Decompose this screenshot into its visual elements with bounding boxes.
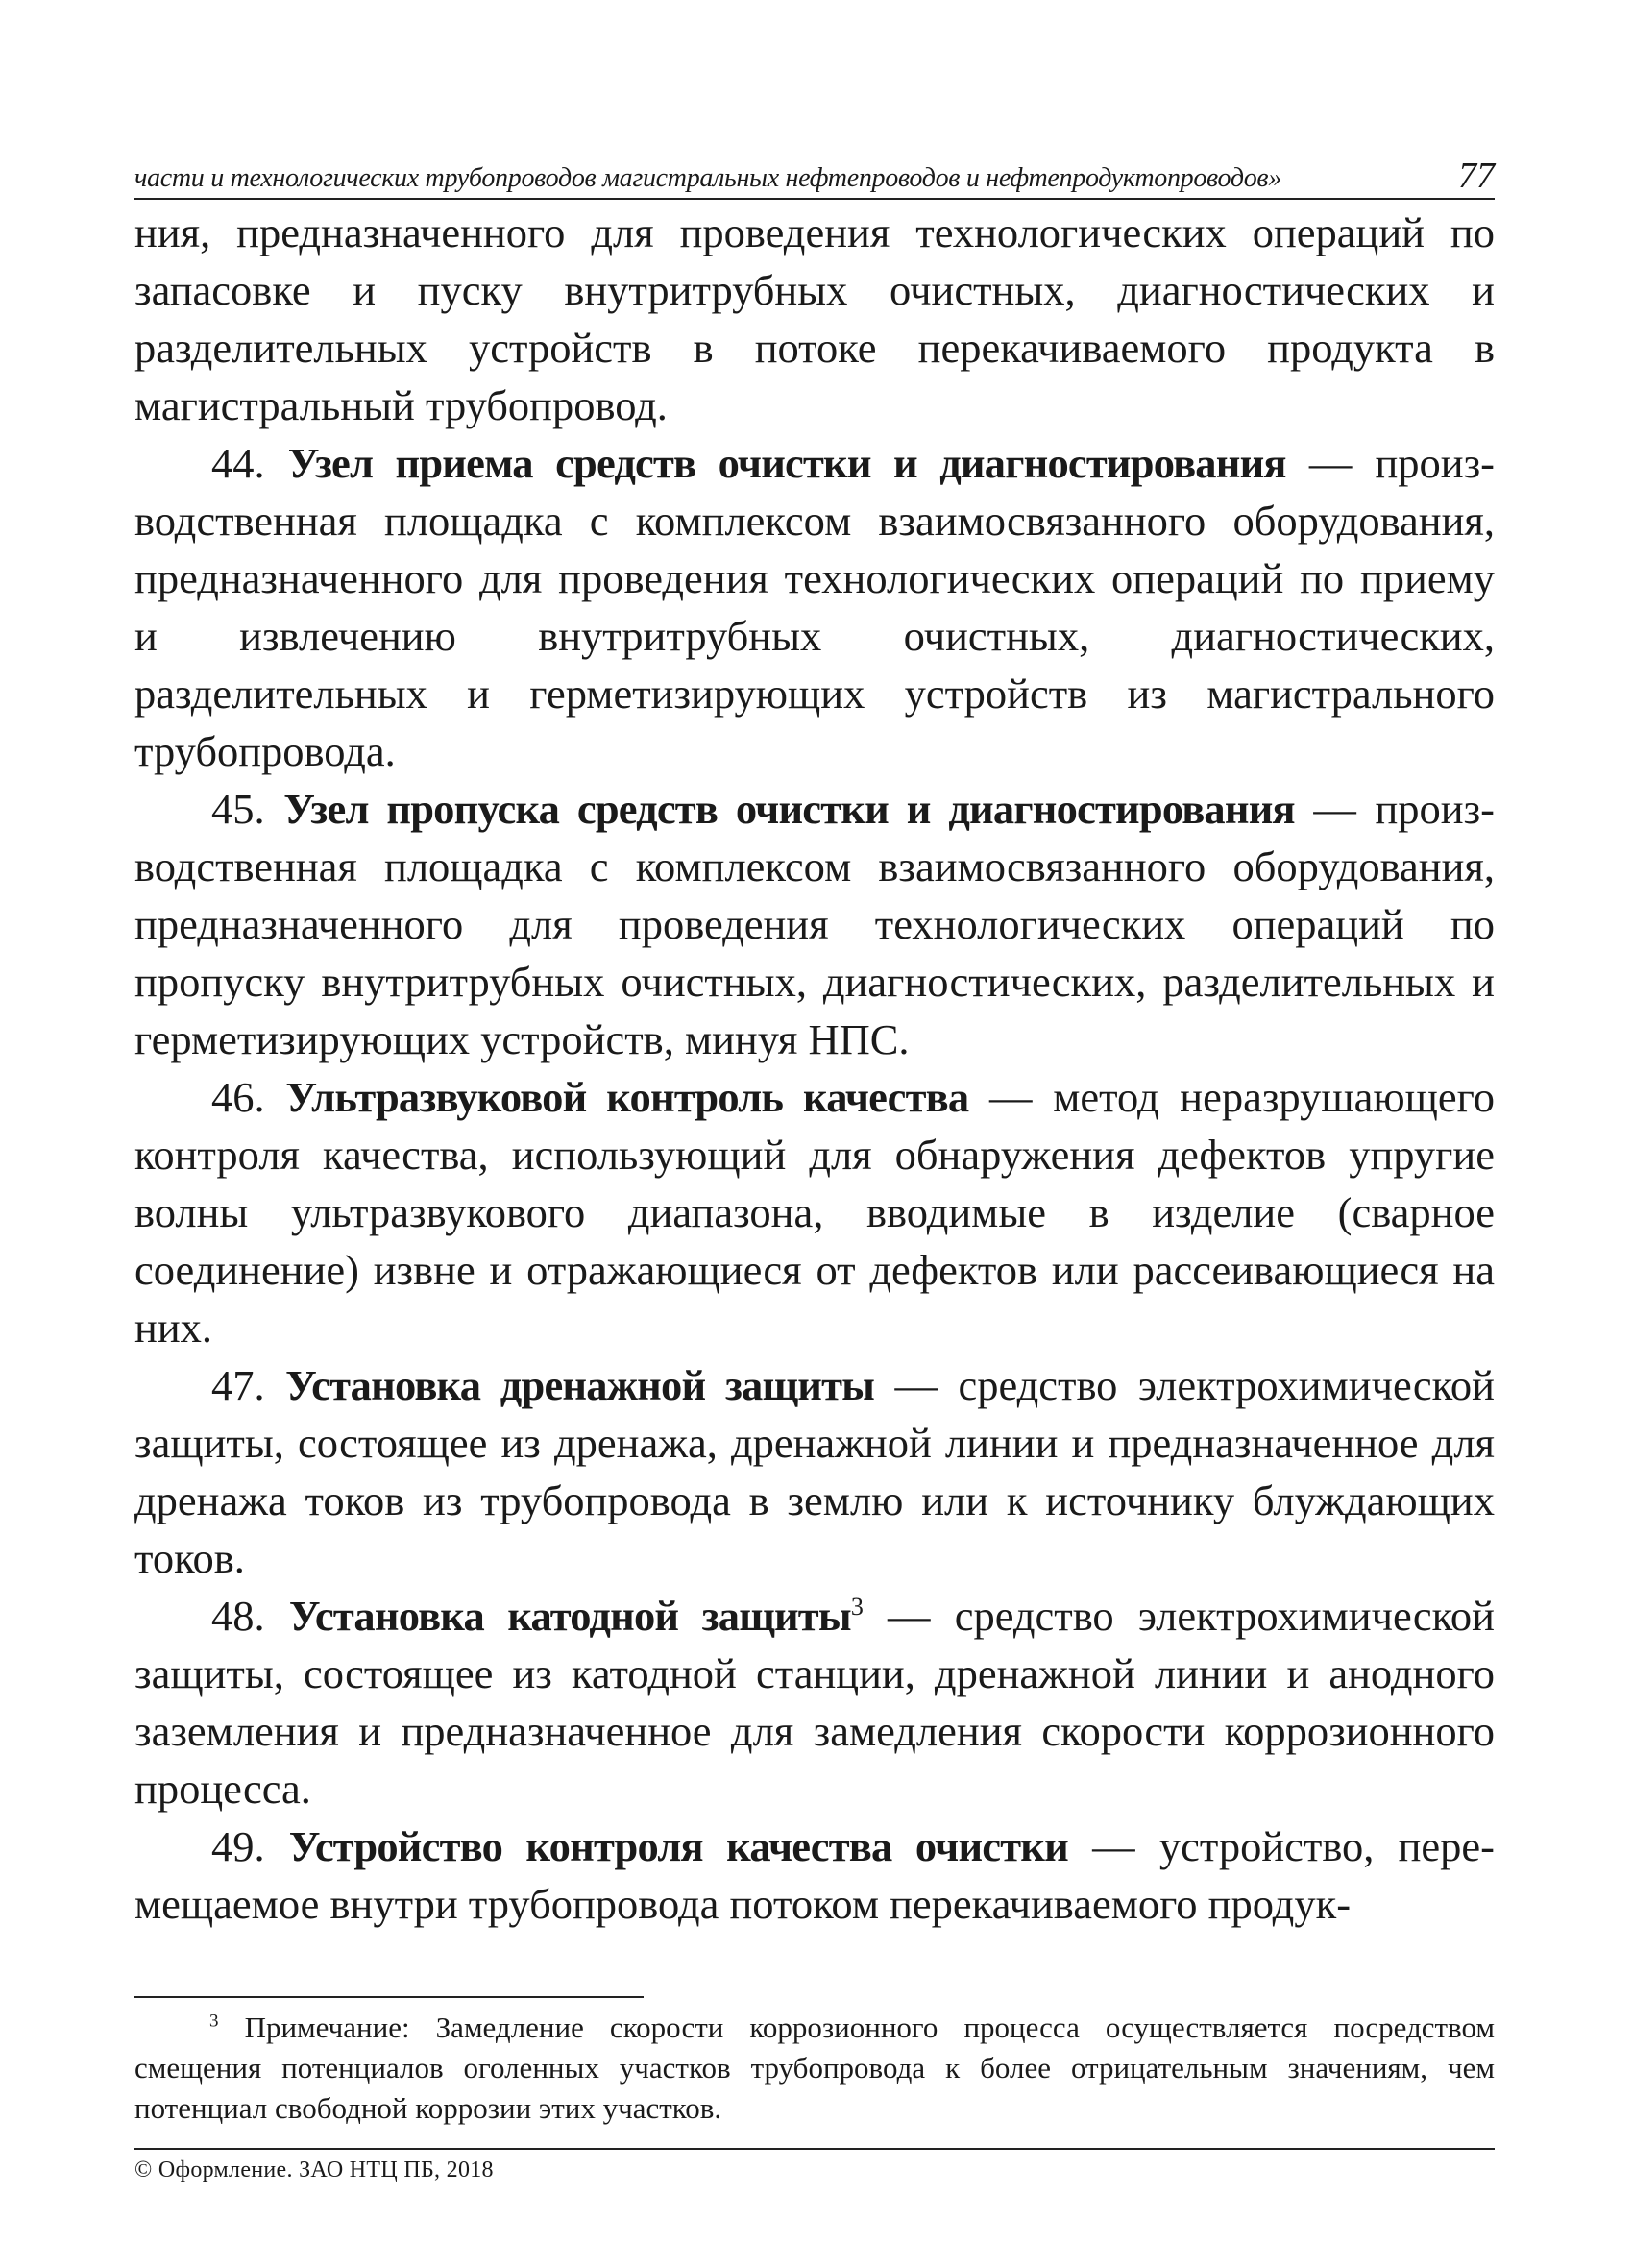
footnote-text: Примечание: Замедление скорости коррозионного процесса осуществляется посредством смещения потенциалов оголенных участков трубопровода к более отрицательным значениям, чем потенциал свободной коррозии этих участков. [134, 2011, 1495, 2125]
definition-item-44 [134, 434, 1495, 780]
item-term: Узел приема средств очистки и диагностирования [287, 439, 1286, 487]
item-term: Узел пропуска средств очистки и диагностирования [283, 785, 1295, 833]
item-number: 45. [211, 785, 265, 833]
item-number: 49. [211, 1822, 265, 1870]
footnote-divider [134, 1996, 644, 1998]
definition-item-46 [134, 1068, 1495, 1356]
item-term: Устройство контроля качества очистки [288, 1822, 1068, 1870]
footer-divider [134, 2148, 1495, 2150]
running-header [134, 144, 1495, 200]
definition-item-47 [134, 1356, 1495, 1587]
definition-item-49 [134, 1817, 1495, 1933]
page-number: 77 [1458, 156, 1495, 196]
running-title: части и технологических трубопроводов магистральных нефтепроводов и нефтепродуктопроводов» [134, 163, 1281, 193]
item-number: 46. [211, 1073, 265, 1121]
footnote [134, 2008, 1495, 2129]
definition-item-48 [134, 1587, 1495, 1817]
continuation-paragraph: ния, предназначенного для проведения технологических операций по запасовке и пуску внутритрубных очистных, диагностических и разделительных устройств в потоке перекачиваемого продукта в магистральный трубопровод. [134, 208, 1495, 429]
item-number: 44. [211, 439, 265, 487]
item-term: Установка катодной защиты [288, 1592, 851, 1640]
definition-item-45 [134, 780, 1495, 1068]
item-number: 47. [211, 1361, 265, 1409]
footnote-marker: 3 [209, 2011, 219, 2032]
copyright-notice: © Оформление. ЗАО НТЦ ПБ, 2018 [134, 2158, 494, 2183]
item-definition: — производственная площадка с комплексом взаимосвязанного оборудования, предназначенного для проведения технологических операций по приему и извлечению внутритрубных очистных, диагностических, разделительных и герметизирующих устройств из магистрального трубопровода. [134, 439, 1495, 775]
item-definition: — метод неразрушающего контроля качества, использующий для обнаружения дефектов упругие волны ультразвукового диапазона, вводимые в изделие (сварное соединение) извне и отражающиеся от дефектов или рассеивающиеся на них. [134, 1073, 1495, 1352]
item-definition: — средство электрохимической защиты, состоящее из катодной станции, дренажной линии и анодного заземления и предназначенное для замедления скорости коррозионного процесса. [134, 1592, 1495, 1813]
item-definition: — производственная площадка с комплексом взаимосвязанного оборудования, предназначенного для проведения технологических операций по пропуску внутритрубных очистных, диагностических, разделительных и герметизирующих устройств, минуя НПС. [134, 785, 1495, 1063]
item-term: Ультразвуковой контроль качества [285, 1073, 969, 1121]
item-definition: — средство электрохимической защиты, состоящее из дренажа, дренажной линии и предназначенное для дренажа токов из трубопровода в землю или к источнику блуждающих токов. [134, 1361, 1495, 1582]
item-term: Установка дренажной защиты [285, 1361, 875, 1409]
body-text [134, 204, 1495, 1933]
item-definition: — устройство, перемещаемое внутри трубопровода потоком перекачиваемого продук- [134, 1822, 1495, 1928]
footnote-reference[interactable]: 3 [850, 1593, 864, 1622]
document-page [134, 144, 1495, 2183]
item-number: 48. [211, 1592, 265, 1640]
